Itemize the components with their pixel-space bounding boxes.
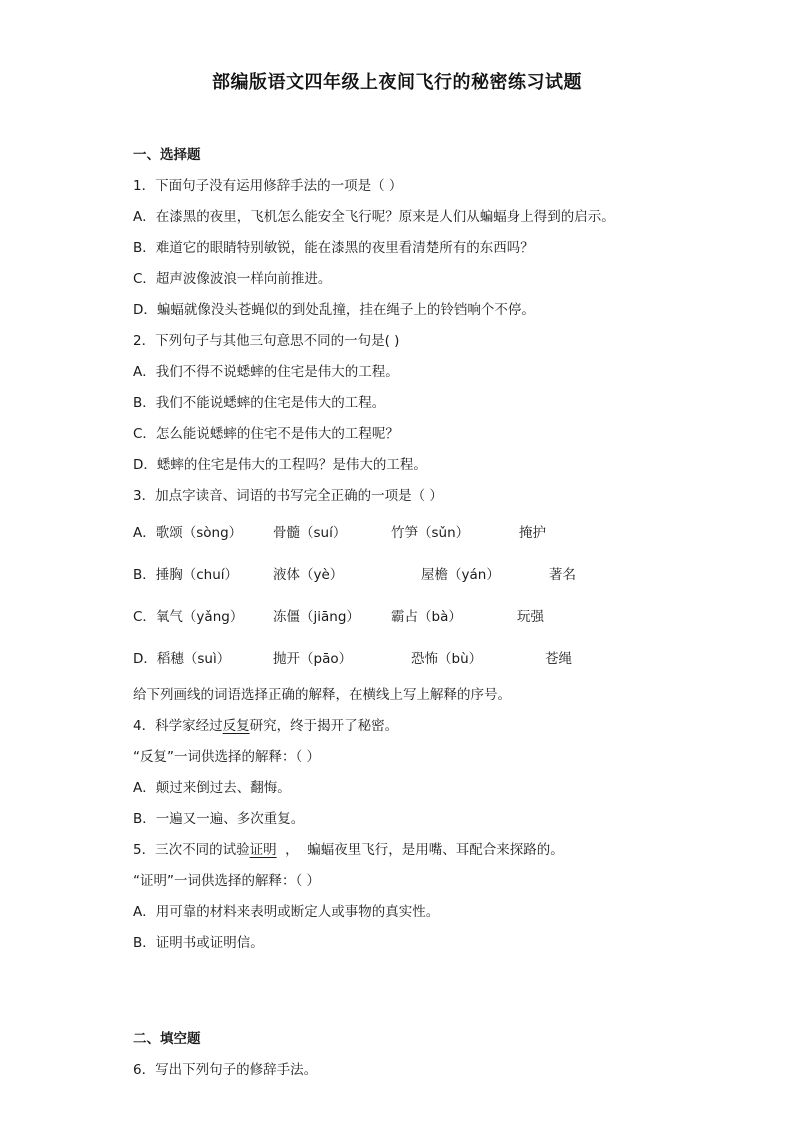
question-5-underlined-word: 证明: [249, 842, 277, 858]
option-cell: A．歌颂（sòng）: [133, 525, 243, 541]
question-4-prompt: “反复”一词供选择的解释：（ ）: [133, 749, 321, 765]
option-cell: 冻僵（jiāng）: [273, 609, 360, 625]
question-2-stem: 2．下列句子与其他三句意思不同的一句是( ): [133, 333, 400, 349]
question-5-stem-prefix: 5．三次不同的试验: [133, 842, 250, 858]
question-6-stem: 6．写出下列句子的修辞手法。: [133, 1062, 318, 1078]
section-instruction: 给下列画线的词语选择正确的解释，在横线上写上解释的序号。: [133, 687, 511, 703]
question-3-option-row-a: [133, 512, 733, 554]
question-1-option-b: B．难道它的眼睛特别敏锐，能在漆黑的夜里看清楚所有的东西吗？: [133, 240, 534, 256]
option-cell: 液体（yè）: [273, 567, 344, 583]
option-cell: 掩护: [519, 525, 546, 541]
option-cell: B．捶胸（chuí）: [133, 567, 239, 583]
question-4-option-b: B．一遍又一遍、多次重复。: [133, 811, 305, 827]
question-2-option-a: A．我们不得不说蟋蟀的住宅是伟大的工程。: [133, 364, 399, 380]
question-4-stem-prefix: 4．科学家经过: [133, 718, 223, 734]
option-cell: 恐怖（bù）: [411, 651, 483, 667]
question-4-stem-suffix: 研究，终于揭开了秘密。: [249, 718, 399, 734]
question-5-option-b: B．证明书或证明信。: [133, 935, 264, 951]
question-1-option-d: D．蝙蝠就像没头苍蝇似的到处乱撞，挂在绳子上的铃铛响个不停。: [133, 302, 535, 318]
question-5-stem-suffix: ， 蝙蝠夜里飞行，是用嘴、耳配合来探路的。: [276, 842, 564, 858]
option-cell: 著名: [549, 567, 576, 583]
question-4-option-a: A．颠过来倒过去、翻悔。: [133, 780, 291, 796]
page-title: 部编版语文四年级上夜间飞行的秘密练习试题: [212, 72, 582, 93]
question-5-option-a: A．用可靠的材料来表明或断定人或事物的真实性。: [133, 904, 440, 920]
option-cell: C．氧气（yǎng）: [133, 609, 244, 625]
option-cell: 玩强: [517, 609, 544, 625]
question-1-option-c: C．超声波像波浪一样向前推进。: [133, 271, 332, 287]
question-4-stem: [133, 711, 733, 742]
section-heading-choice: 一、选择题: [133, 147, 201, 163]
option-cell: 竹笋（sǔn）: [391, 525, 470, 541]
option-cell: 霸占（bà）: [391, 609, 462, 625]
document-body: [133, 140, 733, 1086]
question-5-stem: [133, 835, 733, 866]
option-cell: 苍绳: [545, 651, 572, 667]
question-4-underlined-word: 反复: [222, 718, 250, 734]
option-cell: 抛开（pāo）: [273, 651, 353, 667]
question-2-option-b: B．我们不能说蟋蟀的住宅是伟大的工程。: [133, 395, 386, 411]
section-heading-fill: 二、填空题: [133, 1031, 201, 1047]
question-3-option-row-d: [133, 638, 733, 680]
question-2-option-d: D．蟋蟀的住宅是伟大的工程吗？是伟大的工程。: [133, 457, 427, 473]
question-3-option-row-c: [133, 596, 733, 638]
question-3-stem: 3．加点字读音、词语的书写完全正确的一项是（ ）: [133, 488, 443, 504]
option-cell: 屋檐（yán）: [421, 567, 500, 583]
question-3-option-row-b: [133, 554, 733, 596]
option-cell: D．稻穗（suì）: [133, 651, 231, 667]
section-spacer: [133, 959, 733, 1024]
question-5-prompt: “证明”一词供选择的解释：（ ）: [133, 873, 321, 889]
option-cell: 骨髓（suí）: [273, 525, 347, 541]
question-1-option-a: A．在漆黑的夜里，飞机怎么能安全飞行呢？原来是人们从蝙蝠身上得到的启示。: [133, 209, 615, 225]
question-1-stem: 1．下面句子没有运用修辞手法的一项是（ ）: [133, 178, 403, 194]
question-2-option-c: C．怎么能说蟋蟀的住宅不是伟大的工程呢？: [133, 426, 399, 442]
